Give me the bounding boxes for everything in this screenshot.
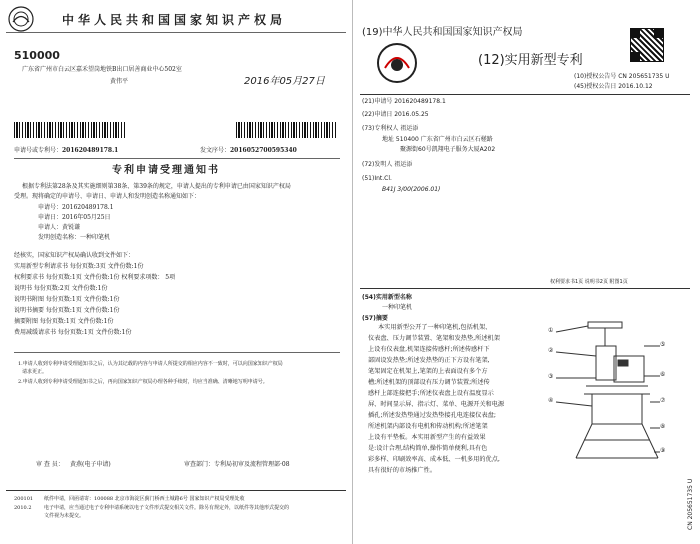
field-73: (73)专利权人 祖运添: [362, 125, 419, 132]
app-no: 201620489178.1: [62, 147, 119, 154]
abstract-line: 笔架固定在机架上,笔架的上表面设有多个方: [368, 368, 488, 375]
examiner-label: 审 查 员：: [36, 461, 64, 468]
exam-line: 权利要求书 每份页数:1页 文件份数:1份 权利要求项数： 5项: [14, 274, 176, 281]
field-line: 申请号：201620489178.1: [38, 204, 114, 211]
body-line: 受理。现将确定的申请号、申请日、申请人和发明创造名称通知如下：: [14, 193, 201, 200]
abstract-line: 所述机架内部设有电机和传动机构;所述笔架: [368, 423, 488, 430]
cnipa-emblem: [376, 42, 418, 84]
abstract-line: 彩多样、印刷效率高、成本低、一机多用的优点,: [368, 456, 500, 463]
side-code: [688, 470, 698, 530]
side-code-text: CN 205651735 U: [687, 478, 694, 530]
recipient: 黄伟平: [110, 78, 129, 85]
department: 审查部门：专利局初审及流程管理部·08: [184, 461, 290, 468]
footer-rule: [6, 490, 346, 491]
patent-certificate-page: [354, 0, 700, 544]
footer-line: 文件视为未提交。: [44, 513, 85, 519]
line-45: (45)授权公告日 2016.10.12: [574, 83, 653, 90]
figure-label: ⑤: [660, 341, 666, 348]
notes-divider: [14, 352, 340, 353]
notice-title: 专利申请受理通知书: [112, 165, 220, 176]
note-line: 请求更正。: [22, 369, 48, 375]
line-12: (12)实用新型专利: [478, 53, 583, 68]
exam-line: 说明书附图 每份页数:1页 文件份数:1份: [14, 296, 120, 303]
postcode: 510000: [14, 49, 60, 62]
note-line: 1.申请人收到专利申请受理通知书之后，认为其记载的内容与申请人所提交的相应内容不一致时，可以向国家知识产权局: [18, 361, 283, 367]
exam-line: 费用减缓请求书 每份页数:1页 文件份数:1份: [14, 329, 132, 336]
note-line: 2.申请人收到专利申请受理通知书之后，再向国家知识产权局办理各种手续时，均应当准确、清晰地写明申请号。: [18, 379, 268, 385]
field-72: (72)发明人 祖运添: [362, 161, 413, 168]
cnipa-emblem: [8, 6, 34, 32]
field-51: (51)Int.Cl.: [362, 175, 392, 182]
field-22: (22)申请日 2016.05.25: [362, 111, 429, 118]
abstract-line: 本实用新型公开了一种印笔机,包括机架、: [378, 324, 492, 331]
divider: [14, 158, 340, 159]
figure-label: ⑨: [660, 447, 666, 454]
doc-no-label: 发文序号：: [200, 147, 231, 154]
abstract-line: 感杆上部连接把手;所述仪表盘上设有温度显示: [368, 390, 494, 397]
field-51-value: B41J 3/00(2006.01): [382, 186, 441, 193]
examiner: 黄燕(电子申请): [70, 461, 111, 468]
body-line: 根据专利法第28条及其实施细则第38条、第39条的规定，申请人提出的专利申请已由国家知识产权局: [22, 183, 291, 190]
figure-label: ④: [548, 397, 554, 404]
exam-line: 经核实，国家知识产权局确认收到文件如下：: [14, 252, 135, 259]
figure-label: ⑥: [660, 371, 666, 378]
abstract-line: 仪表盘、压力调节装置、笔架和发热垫,所述机架: [368, 335, 500, 342]
page-gutter: [352, 0, 353, 544]
abstract-line: 具有很好的市场推广性。: [368, 467, 437, 474]
figure-label: ①: [548, 327, 554, 334]
abstract-line: 槽;所述机架的顶部设有压力调节装置;所述传: [368, 379, 490, 386]
header-title: 中华人民共和国国家知识产权局: [62, 13, 287, 27]
footer-code: 200101: [14, 496, 34, 502]
doc-no: 2016052700595340: [230, 147, 297, 154]
footer-line: 纸件申请，回函请寄：100088 北京市海淀区蓟门桥西土城路6号 国家知识产权局受理处收: [44, 496, 245, 502]
header-rule: [360, 94, 690, 95]
address: 广东省广州市白云区嘉禾望岗地铁B出口居善商业中心502室: [22, 66, 182, 73]
handwritten-date: 2016年05月27日: [244, 76, 325, 87]
barcode-doc: [236, 122, 336, 138]
abstract-line: 上设有平垫板。本实用新型产生的有益效果: [368, 434, 486, 441]
field-line: 申请日：2016年05月25日: [38, 214, 111, 221]
app-no-label: 申请号或专利号：: [14, 147, 63, 154]
figure-label: ③: [548, 373, 554, 380]
figure-label: ⑦: [660, 397, 666, 404]
footer-line: 电子申请，应当通过电子专利申请系统以电子文件形式提交相关文件。除另有规定外，以纸件等其他形式提交的: [44, 505, 290, 511]
field-57: (57)摘要: [362, 315, 388, 322]
footer-code: 2010.2: [14, 505, 32, 511]
line-10: (10)授权公告号 CN 205651735 U: [574, 73, 670, 80]
pages-note: 权利要求书1页 说明书2页 附图1页: [550, 279, 628, 285]
abstract-line: 上设有仪表盘,机架连接传感杆;所述传感杆下: [368, 346, 490, 353]
exam-line: 说明书摘要 每份页数:1页 文件份数:1份: [14, 307, 120, 314]
field-54: (54)实用新型名称: [362, 294, 412, 301]
field-21: (21)申请号 201620489178.1: [362, 98, 446, 105]
figure-label: ②: [548, 347, 554, 354]
field-54-value: 一种印笔机: [382, 304, 413, 311]
divider: [360, 288, 690, 289]
exam-line: 实用新型专利请求书 每份页数:3页 文件份数:1份: [14, 263, 144, 270]
field-73-addr: 地址 510400 广东省广州市白云区石槎路: [382, 136, 493, 143]
line-19: (19)中华人民共和国国家知识产权局: [362, 27, 523, 38]
field-line: 发明创造名称：一种印笔机: [38, 234, 111, 241]
abstract-line: 是:设计合理,结构简单,操作简单便利,具有色: [368, 445, 488, 452]
field-73-addr: 聚源街60号凯翔电子服务大厦A202: [400, 146, 496, 153]
header-rule: [6, 32, 346, 33]
qr-code: [630, 28, 664, 62]
barcode: [14, 122, 126, 138]
patent-figure: [544, 316, 668, 474]
field-line: 申请人：黄锐谦: [38, 224, 81, 231]
abstract-line: 插孔;所述发热垫通过发热垫接孔电连接仪表盘;: [368, 412, 496, 419]
exam-line: 摘要附图 每份页数:1页 文件份数:1份: [14, 318, 114, 325]
figure-label: ⑧: [660, 423, 666, 430]
abstract-line: 屏、时间显示屏、指示灯、菜单、电源开关和电源: [368, 401, 505, 408]
exam-line: 说明书 每份页数:2页 文件份数:1份: [14, 285, 108, 292]
abstract-line: 部固设发热垫;所述发热垫的正下方设有笔架,: [368, 357, 490, 364]
